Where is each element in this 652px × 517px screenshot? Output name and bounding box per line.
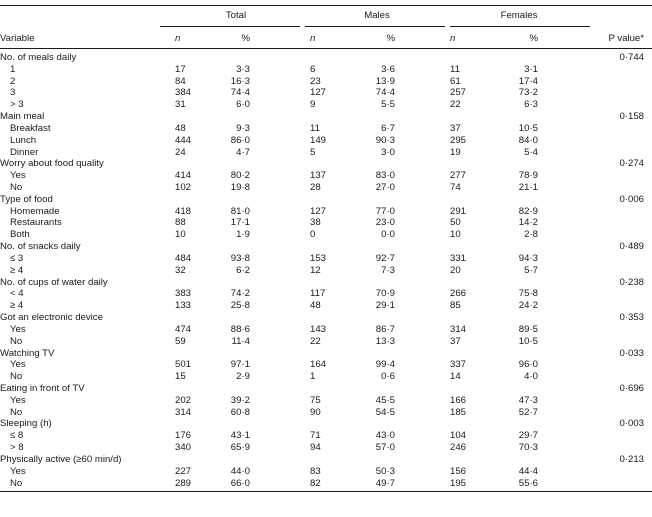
n-value: 1 bbox=[310, 371, 316, 383]
n-value: 28 bbox=[310, 182, 321, 194]
row-label: No bbox=[10, 406, 23, 418]
row-label: ≤ 8 bbox=[10, 430, 24, 442]
n-value: 257 bbox=[450, 87, 467, 99]
group-header-0: Total bbox=[225, 10, 247, 21]
row-label: Yes bbox=[10, 170, 26, 182]
n-value: 50 bbox=[450, 217, 461, 229]
row-label: 3 bbox=[10, 87, 16, 99]
n-value: 176 bbox=[175, 430, 192, 442]
pct-value: 2·8 bbox=[524, 229, 538, 241]
pct-value: 14·2 bbox=[518, 217, 538, 229]
pct-value: 4·7 bbox=[236, 146, 250, 158]
pct-value: 29·1 bbox=[375, 300, 395, 312]
variable-header: Variable bbox=[0, 33, 35, 44]
n-value: 11 bbox=[310, 122, 320, 134]
row-label: Yes bbox=[10, 359, 26, 371]
n-value: 383 bbox=[175, 288, 192, 300]
p-value: 0·696 bbox=[619, 382, 644, 394]
n-value: 418 bbox=[175, 205, 192, 217]
n-value: 104 bbox=[450, 430, 467, 442]
pct-value: 74·4 bbox=[230, 87, 250, 99]
pct-value: 3·1 bbox=[524, 63, 538, 75]
row-label: Homemade bbox=[10, 205, 60, 217]
n-value: 48 bbox=[310, 300, 321, 312]
p-value: 0·213 bbox=[619, 453, 644, 465]
pct-value: 82·9 bbox=[518, 205, 538, 217]
row-label: < 4 bbox=[10, 288, 24, 300]
group-rule-1 bbox=[305, 26, 445, 27]
header-rule bbox=[0, 48, 652, 49]
n-value: 38 bbox=[310, 217, 321, 229]
pct-header-0: % bbox=[241, 33, 250, 44]
row-label: 2 bbox=[10, 75, 16, 87]
row-label: ≤ 3 bbox=[10, 252, 24, 264]
p-value: 0·033 bbox=[619, 347, 644, 359]
pct-value: 97·1 bbox=[230, 359, 250, 371]
section-title: Main meal bbox=[0, 111, 45, 123]
n-value: 127 bbox=[310, 87, 327, 99]
n-value: 246 bbox=[450, 442, 467, 454]
pct-header-1: % bbox=[386, 33, 395, 44]
row-label: ≥ 4 bbox=[10, 264, 24, 276]
n-value: 6 bbox=[310, 63, 316, 75]
group-header-2: Females bbox=[500, 10, 538, 21]
pct-value: 6·2 bbox=[236, 264, 250, 276]
row-label: Yes bbox=[10, 465, 26, 477]
section-title: No. of meals daily bbox=[0, 52, 77, 63]
pct-value: 70·9 bbox=[375, 288, 395, 300]
pct-value: 43·1 bbox=[230, 430, 250, 442]
pct-value: 7·3 bbox=[381, 264, 395, 276]
section-title: Sleeping (h) bbox=[0, 418, 52, 430]
pct-value: 17·1 bbox=[230, 217, 250, 229]
pct-value: 3·0 bbox=[381, 146, 395, 158]
p-value: 0·003 bbox=[619, 418, 644, 430]
n-value: 0 bbox=[310, 229, 316, 241]
pct-value: 17·4 bbox=[518, 75, 538, 87]
pct-value: 3·3 bbox=[236, 63, 250, 75]
n-value: 75 bbox=[310, 394, 321, 406]
pct-value: 44·4 bbox=[518, 465, 538, 477]
n-header-2: n bbox=[450, 33, 456, 44]
pct-value: 93·8 bbox=[230, 252, 250, 264]
n-value: 227 bbox=[175, 465, 192, 477]
pct-value: 74·2 bbox=[230, 288, 250, 300]
pct-value: 49·7 bbox=[375, 477, 395, 489]
p-value: 0·006 bbox=[619, 193, 644, 205]
pct-value: 5·4 bbox=[524, 146, 538, 158]
n-value: 24 bbox=[175, 146, 186, 158]
n-value: 37 bbox=[450, 122, 461, 134]
pct-value: 29·7 bbox=[518, 430, 538, 442]
n-value: 314 bbox=[175, 406, 192, 418]
group-rule-0 bbox=[160, 26, 300, 27]
p-value: 0·274 bbox=[619, 158, 644, 170]
n-value: 15 bbox=[175, 371, 186, 383]
n-value: 17 bbox=[175, 63, 186, 75]
pct-value: 77·0 bbox=[375, 205, 395, 217]
n-value: 22 bbox=[310, 335, 321, 347]
n-value: 10 bbox=[175, 229, 186, 241]
n-value: 94 bbox=[310, 442, 321, 454]
group-rule-2 bbox=[450, 26, 590, 27]
row-label: No bbox=[10, 335, 23, 347]
pct-value: 19·8 bbox=[230, 182, 250, 194]
n-value: 59 bbox=[175, 335, 186, 347]
pct-value: 96·0 bbox=[518, 359, 538, 371]
n-value: 195 bbox=[450, 477, 467, 489]
pct-value: 25·8 bbox=[230, 300, 250, 312]
pct-value: 39·2 bbox=[230, 394, 250, 406]
n-value: 82 bbox=[310, 477, 321, 489]
n-value: 444 bbox=[175, 134, 192, 146]
row-label: Restaurants bbox=[10, 217, 62, 229]
n-value: 20 bbox=[450, 264, 461, 276]
section-title: Physically active (≥60 min/d) bbox=[0, 453, 122, 465]
row-label: > 8 bbox=[10, 442, 24, 454]
p-value: 0·353 bbox=[619, 312, 644, 324]
n-value: 37 bbox=[450, 335, 461, 347]
n-value: 133 bbox=[175, 300, 192, 312]
n-value: 202 bbox=[175, 394, 192, 406]
n-value: 137 bbox=[310, 170, 327, 182]
row-label: No bbox=[10, 477, 23, 489]
n-value: 117 bbox=[310, 288, 326, 300]
n-value: 11 bbox=[450, 63, 460, 75]
pct-value: 0·6 bbox=[381, 371, 395, 383]
p-value: 0·489 bbox=[619, 241, 644, 253]
pct-value: 83·0 bbox=[375, 170, 395, 182]
row-label: Both bbox=[10, 229, 30, 241]
pct-value: 75·8 bbox=[518, 288, 538, 300]
pct-value: 16·3 bbox=[230, 75, 250, 87]
n-value: 127 bbox=[310, 205, 327, 217]
p-value: 0·238 bbox=[619, 276, 644, 288]
pct-value: 57·0 bbox=[375, 442, 395, 454]
n-value: 14 bbox=[450, 371, 461, 383]
pct-value: 5·7 bbox=[524, 264, 538, 276]
pct-value: 55·6 bbox=[518, 477, 538, 489]
n-value: 19 bbox=[450, 146, 461, 158]
n-value: 71 bbox=[310, 430, 321, 442]
row-label: > 3 bbox=[10, 99, 24, 111]
pct-value: 81·0 bbox=[230, 205, 250, 217]
pct-value: 88·6 bbox=[230, 323, 250, 335]
n-value: 74 bbox=[450, 182, 461, 194]
p-value: 0·158 bbox=[619, 111, 644, 123]
pct-value: 92·7 bbox=[375, 252, 395, 264]
n-value: 5 bbox=[310, 146, 316, 158]
top-rule bbox=[0, 5, 652, 6]
pct-value: 70·3 bbox=[518, 442, 538, 454]
n-value: 414 bbox=[175, 170, 192, 182]
n-value: 164 bbox=[310, 359, 327, 371]
pct-value: 6·0 bbox=[236, 99, 250, 111]
pct-value: 54·5 bbox=[375, 406, 395, 418]
pct-value: 86·0 bbox=[230, 134, 250, 146]
pct-value: 80·2 bbox=[230, 170, 250, 182]
section-title: Worry about food quality bbox=[0, 158, 104, 170]
n-value: 314 bbox=[450, 323, 467, 335]
row-label: ≥ 4 bbox=[10, 300, 24, 312]
row-label: No bbox=[10, 371, 23, 383]
n-value: 12 bbox=[310, 264, 321, 276]
pct-value: 23·0 bbox=[375, 217, 395, 229]
row-label: Breakfast bbox=[10, 122, 51, 134]
n-value: 23 bbox=[310, 75, 321, 87]
n-value: 143 bbox=[310, 323, 327, 335]
pct-value: 1·9 bbox=[236, 229, 250, 241]
pct-value: 10·5 bbox=[518, 122, 538, 134]
n-value: 88 bbox=[175, 217, 186, 229]
n-value: 277 bbox=[450, 170, 467, 182]
n-value: 85 bbox=[450, 300, 461, 312]
n-value: 340 bbox=[175, 442, 192, 454]
n-header-1: n bbox=[310, 33, 316, 44]
n-value: 166 bbox=[450, 394, 467, 406]
row-label: Dinner bbox=[10, 146, 39, 158]
row-label: Yes bbox=[10, 323, 26, 335]
pct-value: 73·2 bbox=[518, 87, 538, 99]
section-title: Eating in front of TV bbox=[0, 382, 85, 394]
n-value: 61 bbox=[450, 75, 461, 87]
pct-value: 9·3 bbox=[236, 122, 250, 134]
pct-value: 10·5 bbox=[518, 335, 538, 347]
pct-value: 11·4 bbox=[231, 335, 250, 347]
pct-value: 13·9 bbox=[375, 75, 395, 87]
pct-value: 24·2 bbox=[518, 300, 538, 312]
pct-value: 6·7 bbox=[381, 122, 395, 134]
section-title: Watching TV bbox=[0, 347, 55, 359]
pct-value: 60·8 bbox=[230, 406, 250, 418]
n-value: 295 bbox=[450, 134, 467, 146]
n-value: 9 bbox=[310, 99, 316, 111]
pct-value: 13·3 bbox=[375, 335, 395, 347]
n-value: 484 bbox=[175, 252, 192, 264]
row-label: 1 bbox=[10, 63, 16, 75]
row-label: No bbox=[10, 182, 23, 194]
pct-value: 2·9 bbox=[236, 371, 250, 383]
pct-value: 3·6 bbox=[381, 63, 395, 75]
n-value: 84 bbox=[175, 75, 186, 87]
section-title: No. of snacks daily bbox=[0, 241, 81, 253]
n-value: 331 bbox=[450, 252, 467, 264]
n-value: 337 bbox=[450, 359, 467, 371]
n-value: 83 bbox=[310, 465, 321, 477]
n-value: 102 bbox=[175, 182, 192, 194]
pct-value: 65·9 bbox=[230, 442, 250, 454]
p-value: 0·744 bbox=[619, 52, 644, 63]
pct-value: 94·3 bbox=[518, 252, 538, 264]
bottom-rule bbox=[0, 491, 652, 492]
pct-value: 66·0 bbox=[230, 477, 250, 489]
n-value: 266 bbox=[450, 288, 467, 300]
pct-value: 5·5 bbox=[381, 99, 395, 111]
n-value: 32 bbox=[175, 264, 186, 276]
n-value: 289 bbox=[175, 477, 192, 489]
pct-value: 27·0 bbox=[375, 182, 395, 194]
n-value: 90 bbox=[310, 406, 321, 418]
pct-value: 6·3 bbox=[524, 99, 538, 111]
pct-value: 44·0 bbox=[230, 465, 250, 477]
row-label: Yes bbox=[10, 394, 26, 406]
n-value: 501 bbox=[175, 359, 192, 371]
n-value: 10 bbox=[450, 229, 461, 241]
pct-value: 90·3 bbox=[375, 134, 395, 146]
pct-value: 47·3 bbox=[518, 394, 538, 406]
n-value: 153 bbox=[310, 252, 327, 264]
n-value: 48 bbox=[175, 122, 186, 134]
section-title: No. of cups of water daily bbox=[0, 276, 108, 288]
pct-value: 84·0 bbox=[518, 134, 538, 146]
n-value: 384 bbox=[175, 87, 192, 99]
pct-value: 45·5 bbox=[375, 394, 395, 406]
n-value: 22 bbox=[450, 99, 461, 111]
row-label: Lunch bbox=[10, 134, 37, 146]
pct-value: 86·7 bbox=[375, 323, 395, 335]
n-value: 31 bbox=[175, 99, 186, 111]
n-value: 291 bbox=[450, 205, 467, 217]
pct-value: 89·5 bbox=[518, 323, 538, 335]
section-title: Got an electronic device bbox=[0, 312, 103, 324]
pct-value: 21·1 bbox=[518, 182, 538, 194]
pct-value: 78·9 bbox=[518, 170, 538, 182]
pct-value: 43·0 bbox=[375, 430, 395, 442]
n-header-0: n bbox=[175, 33, 181, 44]
pct-value: 74·4 bbox=[375, 87, 395, 99]
pct-value: 99·4 bbox=[375, 359, 395, 371]
pct-value: 52·7 bbox=[518, 406, 538, 418]
n-value: 474 bbox=[175, 323, 192, 335]
pct-value: 0·0 bbox=[381, 229, 395, 241]
n-value: 185 bbox=[450, 406, 467, 418]
n-value: 149 bbox=[310, 134, 327, 146]
pct-value: 50·3 bbox=[375, 465, 395, 477]
pvalue-header: P value* bbox=[608, 33, 644, 44]
group-header-1: Males bbox=[364, 10, 390, 21]
n-value: 156 bbox=[450, 465, 467, 477]
pct-value: 4·0 bbox=[524, 371, 538, 383]
section-title: Type of food bbox=[0, 193, 53, 205]
pct-header-2: % bbox=[529, 33, 538, 44]
